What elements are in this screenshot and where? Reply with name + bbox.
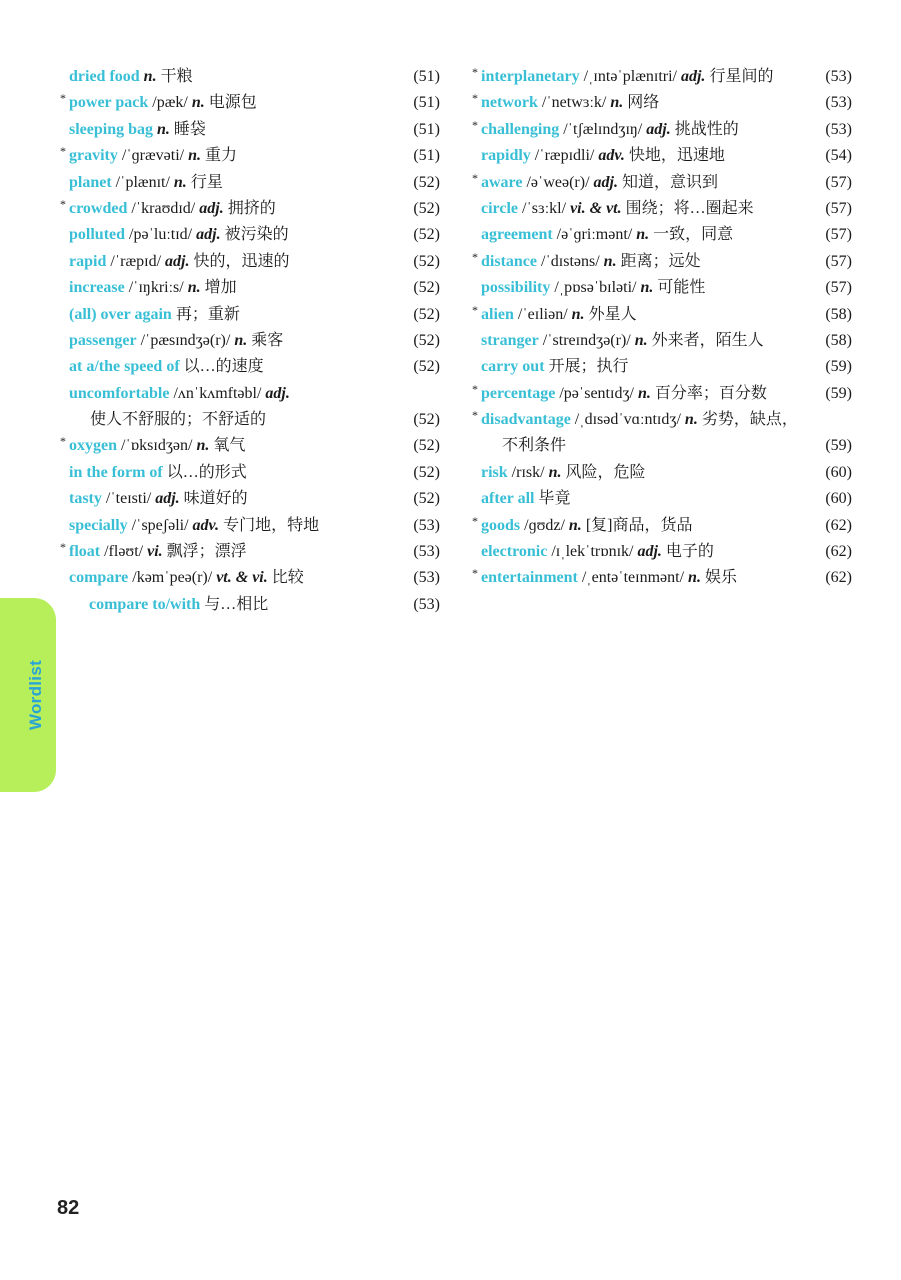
entry-part-of-speech: n.	[157, 120, 170, 138]
entry-word: compare	[69, 569, 129, 587]
wordlist-entry	[58, 460, 440, 486]
entry-word: at a/the speed of	[69, 358, 180, 376]
entry-word: float	[69, 543, 101, 561]
wordlist-entry	[470, 64, 852, 90]
wordlist-left-column	[58, 64, 440, 618]
entry-definition: 外来者，陌生人	[651, 331, 764, 349]
core-word-star-icon: *	[472, 170, 478, 185]
wordlist-entry	[470, 170, 852, 196]
entry-page-ref: (51)	[413, 68, 440, 85]
entry-page-ref: (51)	[413, 120, 440, 138]
core-word-star-icon: *	[60, 196, 66, 211]
entry-word: agreement	[481, 226, 553, 244]
entry-definition: 与…相比	[204, 595, 269, 613]
entry-phonetic: /pæk/	[152, 94, 188, 112]
wordlist-entry	[58, 565, 440, 591]
entry-page-ref: (59)	[825, 437, 852, 455]
entry-definition: 网络	[627, 94, 660, 112]
entry-word: uncomfortable	[69, 384, 170, 402]
wordlist-entry	[470, 381, 852, 407]
entry-word: increase	[69, 279, 125, 297]
entry-definition: 电子的	[665, 543, 714, 561]
wordlist-entry	[470, 222, 852, 248]
entry-page-ref: (57)	[825, 226, 852, 244]
entry-definition: 被污染的	[224, 226, 289, 244]
core-word-star-icon: *	[60, 91, 66, 106]
wordlist-entry	[58, 222, 440, 248]
entry-part-of-speech: n.	[173, 173, 187, 191]
core-word-star-icon: *	[472, 408, 478, 423]
entry-word: alien	[481, 305, 514, 323]
entry-definition: 再；重新	[175, 305, 240, 323]
entry-part-of-speech: n.	[143, 68, 157, 85]
entry-part-of-speech: adj.	[199, 199, 224, 217]
entry-definition: 氧气	[213, 437, 246, 455]
entry-word: crowded	[69, 199, 128, 217]
entry-phonetic: /ˈteɪsti/	[105, 490, 152, 508]
side-tab-label: Wordlist	[26, 659, 45, 731]
entry-part-of-speech: n.	[571, 305, 585, 323]
entry-page-ref: (53)	[825, 68, 852, 85]
entry-word: dried food	[69, 68, 140, 85]
entry-definition: 味道好的	[183, 490, 248, 508]
entry-word: goods	[481, 516, 521, 534]
entry-word: stranger	[481, 331, 539, 349]
wordlist-entry	[58, 275, 440, 301]
entry-definition: 百分率；百分数	[654, 384, 767, 402]
entry-phonetic: /əˈɡriːmənt/	[556, 226, 633, 244]
entry-word: carry out	[481, 358, 545, 376]
entry-page-ref: (53)	[413, 516, 440, 534]
entry-part-of-speech: n.	[548, 463, 562, 481]
entry-phonetic: /pəˈluːtɪd/	[129, 226, 193, 244]
entry-page-ref: (57)	[825, 252, 852, 270]
entry-part-of-speech: adj.	[646, 120, 671, 138]
entry-page-ref: (52)	[413, 490, 440, 508]
entry-page-ref: (57)	[825, 279, 852, 297]
entry-phonetic: /ˈspeʃəli/	[131, 516, 189, 534]
page-number: 82	[57, 1197, 80, 1219]
entry-word: percentage	[481, 384, 556, 402]
entry-phonetic: /ɡʊdz/	[524, 516, 565, 534]
entry-part-of-speech: adj.	[680, 68, 706, 85]
entry-word: in the form of	[69, 463, 163, 481]
wordlist-entry	[470, 354, 852, 380]
entry-word: circle	[481, 199, 519, 217]
entry-word: sleeping bag	[69, 120, 154, 138]
entry-phonetic: /ˌpɒsəˈbɪləti/	[554, 279, 637, 297]
entry-page-ref: (52)	[413, 199, 440, 217]
entry-page-ref: (57)	[825, 199, 852, 217]
wordlist-entry	[58, 196, 440, 222]
entry-page-ref: (59)	[825, 384, 852, 402]
entry-word: power pack	[69, 94, 149, 112]
wordlist-entry	[58, 249, 440, 275]
entry-word: possibility	[481, 279, 551, 297]
entry-page-ref: (53)	[825, 94, 852, 112]
entry-page-ref: (62)	[825, 516, 852, 534]
wordlist-entry	[58, 117, 440, 143]
entry-phonetic: /kəmˈpeə(r)/	[132, 569, 213, 587]
entry-part-of-speech: n.	[636, 226, 650, 244]
entry-phonetic: /ˈɪŋkriːs/	[128, 279, 184, 297]
entry-page-ref: (58)	[825, 331, 852, 349]
entry-definition: 劣势，缺点，	[701, 411, 798, 429]
entry-part-of-speech: adj.	[593, 173, 618, 191]
wordlist-entry	[58, 170, 440, 196]
wordlist-entry	[58, 90, 440, 116]
entry-page-ref: (53)	[413, 569, 440, 587]
wordlist-entry	[470, 143, 852, 169]
entry-definition: 挑战性的	[674, 120, 739, 138]
entry-page-ref: (52)	[413, 226, 440, 244]
wordlist-entry-continuation	[58, 407, 440, 433]
entry-definition: 飘浮；漂浮	[166, 543, 247, 561]
entry-definition: 可能性	[657, 279, 706, 297]
entry-definition: 专门地，特地	[223, 516, 320, 534]
entry-part-of-speech: vi. & vt.	[570, 199, 622, 217]
wordlist-entry	[58, 143, 440, 169]
entry-part-of-speech: n.	[187, 279, 201, 297]
entry-page-ref: (51)	[413, 147, 440, 165]
wordlist-entry	[470, 275, 852, 301]
entry-page-ref: (53)	[413, 595, 440, 613]
entry-definition: 快地，迅速地	[628, 147, 725, 165]
entry-part-of-speech: adj.	[265, 384, 290, 402]
entry-definition: 睡袋	[173, 120, 206, 138]
entry-page-ref: (51)	[413, 94, 440, 112]
entry-part-of-speech: n.	[684, 411, 698, 429]
wordlist-entry	[470, 539, 852, 565]
entry-part-of-speech: adv.	[598, 147, 625, 165]
entry-page-ref: (52)	[413, 305, 440, 323]
wordlist-entry	[470, 407, 852, 433]
core-word-star-icon: *	[472, 566, 478, 581]
entry-part-of-speech: n.	[568, 516, 582, 534]
entry-definition: 知道，意识到	[621, 173, 718, 191]
entry-definition: 不利条件	[502, 437, 567, 455]
entry-phonetic: /ˈdɪstəns/	[541, 252, 600, 270]
entry-definition: 毕竟	[538, 490, 571, 508]
wordlist-entry	[470, 302, 852, 328]
entry-word: rapidly	[481, 147, 531, 165]
entry-page-ref: (52)	[413, 252, 440, 270]
entry-phonetic: /fləʊt/	[104, 543, 144, 561]
wordlist-entry	[58, 486, 440, 512]
entry-definition: 以…的速度	[183, 358, 264, 376]
entry-definition: 干粮	[160, 68, 193, 85]
entry-word: aware	[481, 173, 523, 191]
entry-definition: 增加	[204, 279, 237, 297]
entry-page-ref: (52)	[413, 463, 440, 481]
entry-phonetic: /ˈkraʊdɪd/	[131, 199, 196, 217]
entry-phonetic: /ˈsɜːkl/	[522, 199, 567, 217]
wordlist-entry	[58, 381, 440, 407]
entry-part-of-speech: n.	[688, 569, 701, 587]
entry-phonetic: /əˈweə(r)/	[526, 173, 590, 191]
entry-part-of-speech: n.	[603, 252, 617, 270]
entry-word: tasty	[69, 490, 102, 508]
entry-page-ref: (62)	[825, 569, 852, 587]
entry-page-ref: (53)	[825, 120, 852, 138]
entry-part-of-speech: adv.	[192, 516, 220, 534]
wordlist-right-column	[470, 64, 852, 592]
entry-part-of-speech: n.	[637, 384, 651, 402]
entry-page-ref: (54)	[825, 147, 852, 165]
entry-page-ref: (60)	[825, 490, 852, 508]
wordlist-entry	[470, 513, 852, 539]
entry-part-of-speech: n.	[196, 437, 210, 455]
entry-definition: 使人不舒服的；不舒适的	[90, 411, 267, 429]
entry-page-ref: (58)	[825, 305, 852, 323]
entry-definition: 重力	[205, 147, 238, 165]
entry-page-ref: (52)	[413, 331, 440, 349]
entry-page-ref: (52)	[413, 279, 440, 297]
wordlist-entry	[470, 486, 852, 512]
entry-page-ref: (62)	[825, 543, 852, 561]
entry-page-ref: (53)	[413, 543, 440, 561]
entry-word: polluted	[69, 226, 126, 244]
entry-page-ref: (57)	[825, 173, 852, 191]
entry-word: (all) over again	[69, 305, 172, 323]
entry-phonetic: /ɪˌlekˈtrɒnɪk/	[551, 543, 634, 561]
entry-word: challenging	[481, 120, 560, 138]
entry-phonetic: /pəˈsentɪdʒ/	[559, 384, 634, 402]
entry-part-of-speech: vi.	[147, 543, 163, 561]
entry-definition: 比较	[271, 569, 304, 587]
entry-word: passenger	[69, 331, 137, 349]
entry-word: interplanetary	[481, 68, 580, 85]
entry-definition: 行星	[190, 173, 223, 191]
wordlist-entry	[58, 328, 440, 354]
entry-part-of-speech: adj.	[637, 543, 662, 561]
entry-phonetic: /ʌnˈkʌmftəbl/	[173, 384, 262, 402]
entry-phonetic: /ˈplænɪt/	[115, 173, 170, 191]
entry-phonetic: /ˌdɪsədˈvɑːntɪdʒ/	[574, 411, 681, 429]
entry-phonetic: /ˈstreɪndʒə(r)/	[542, 331, 631, 349]
entry-definition: [复]商品，货品	[585, 516, 693, 534]
entry-definition: 围绕；将…圈起来	[625, 199, 754, 217]
entry-word: electronic	[481, 543, 548, 561]
entry-definition: 开展；执行	[548, 358, 629, 376]
entry-page-ref: (59)	[825, 358, 852, 376]
entry-part-of-speech: n.	[234, 331, 248, 349]
core-word-star-icon: *	[472, 65, 478, 79]
entry-phonetic: /ˈnetwɜːk/	[541, 94, 607, 112]
wordlist-entry	[470, 328, 852, 354]
core-word-star-icon: *	[472, 381, 478, 396]
entry-phonetic: /ˌentəˈteɪnmənt/	[581, 569, 685, 587]
core-word-star-icon: *	[60, 144, 66, 159]
entry-phonetic: /ˈtʃælɪndʒɪŋ/	[563, 120, 643, 138]
entry-definition: 一致，同意	[653, 226, 734, 244]
core-word-star-icon: *	[472, 117, 478, 132]
entry-phonetic: /ˌɪntəˈplænɪtri/	[583, 68, 677, 85]
core-word-star-icon: *	[60, 540, 66, 555]
core-word-star-icon: *	[60, 434, 66, 449]
wordlist-entry	[58, 302, 440, 328]
entry-part-of-speech: n.	[640, 279, 654, 297]
entry-phonetic: /ˈɒksɪdʒən/	[121, 437, 193, 455]
wordlist-entry	[58, 354, 440, 380]
wordlist-entry	[58, 592, 440, 618]
entry-definition: 以…的形式	[166, 463, 247, 481]
entry-definition: 外星人	[588, 305, 637, 323]
entry-word: network	[481, 94, 538, 112]
wordlist-entry	[470, 249, 852, 275]
core-word-star-icon: *	[472, 513, 478, 528]
entry-definition: 拥挤的	[227, 199, 276, 217]
entry-part-of-speech: adj.	[196, 226, 221, 244]
entry-page-ref: (52)	[413, 411, 440, 429]
entry-word: gravity	[69, 147, 118, 165]
wordlist-entry	[470, 460, 852, 486]
core-word-star-icon: *	[472, 302, 478, 317]
entry-phonetic: /ˈpæsɪndʒə(r)/	[140, 331, 231, 349]
entry-part-of-speech: adj.	[165, 252, 190, 270]
entry-definition: 行星间的	[709, 68, 774, 85]
entry-part-of-speech: adj.	[155, 490, 180, 508]
entry-word: planet	[69, 173, 112, 191]
entry-definition: 娱乐	[704, 569, 737, 587]
entry-definition: 风险，危险	[565, 463, 646, 481]
entry-word: entertainment	[481, 569, 578, 587]
wordlist-entry	[58, 433, 440, 459]
wordlist-entry	[470, 90, 852, 116]
entry-part-of-speech: n.	[188, 147, 201, 165]
entry-definition: 距离；远处	[620, 252, 701, 270]
entry-phonetic: /ˈræpɪdli/	[534, 147, 595, 165]
entry-page-ref: (52)	[413, 437, 440, 455]
entry-part-of-speech: vt. & vi.	[216, 569, 268, 587]
entry-word: rapid	[69, 252, 107, 270]
entry-word: distance	[481, 252, 537, 270]
entry-word: specially	[69, 516, 128, 534]
wordlist-entry	[58, 64, 440, 90]
entry-word: compare to/with	[89, 595, 201, 613]
entry-part-of-speech: n.	[634, 331, 648, 349]
entry-definition: 乘客	[251, 331, 284, 349]
entry-word: risk	[481, 463, 508, 481]
entry-word: after all	[481, 490, 535, 508]
wordlist-entry	[470, 565, 852, 591]
entry-definition: 快的，迅速的	[193, 252, 290, 270]
wordlist-entry-continuation	[470, 433, 852, 459]
entry-phonetic: /ˈræpɪd/	[110, 252, 162, 270]
entry-definition: 电源包	[208, 94, 257, 112]
entry-word: oxygen	[69, 437, 117, 455]
entry-page-ref: (60)	[825, 463, 852, 481]
entry-phonetic: /rɪsk/	[511, 463, 545, 481]
wordlist-entry	[470, 196, 852, 222]
core-word-star-icon: *	[472, 249, 478, 264]
wordlist-entry	[58, 513, 440, 539]
wordlist-entry	[58, 539, 440, 565]
entry-part-of-speech: n.	[610, 94, 624, 112]
core-word-star-icon: *	[472, 91, 478, 106]
entry-word: disadvantage	[481, 411, 571, 429]
wordlist-entry	[470, 117, 852, 143]
entry-phonetic: /ˈeɪliən/	[517, 305, 568, 323]
entry-page-ref: (52)	[413, 358, 440, 376]
entry-page-ref: (52)	[413, 173, 440, 191]
entry-phonetic: /ˈɡrævəti/	[121, 147, 185, 165]
entry-part-of-speech: n.	[191, 94, 205, 112]
